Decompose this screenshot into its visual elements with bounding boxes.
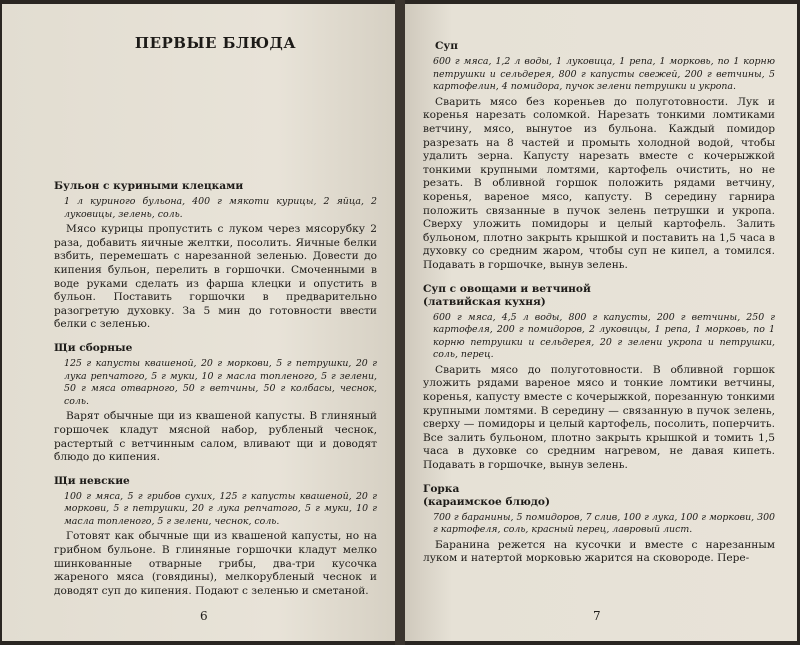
recipe-text: Мясо курицы пропустить с луком через мясорубку 2 раза, добавить яичные желтки, посолить. Яичные белки взбить, перемешать с нарезанной зеленью. Довести до кипения бульон, перелить в горшочки. Смоченными в воде руками сделать из фарша клецки и опустить в бульон. Поставить горшочки в предварительно разогретую духовку. За 5 мин до готовности ввести белки с зеленью. <box>54 223 377 331</box>
recipe-gorka <box>423 483 775 566</box>
recipe-ingredients: 1 л куриного бульона, 400 г мякоти курицы, 2 яйца, 2 луковицы, зелень, соль. <box>64 196 377 220</box>
recipe-shchi-nevskie <box>54 475 377 599</box>
recipe-text: Сварить мясо без кореньев до полуготовности. Лук и коренья нарезать соломкой. Нарезать тонкими ломтиками ветчину, мясо, вынутое из бульона. Каждый помидор разрезать на 8 частей и промыть холодной водой, чтобы удалить зерна. Капусту нарезать вместе с кочерыжкой тонкими крупными ломтями, картофель очистить, но не резать. В обливной горшок положить рядами ветчину, коренья, вареное мясо, капусту. В середину гарнира положить связанные в пучок зелень петрушки и укропа. Сверху уложить помидоры и целый картофель. Залить бульоном, плотно закрыть крышкой и поставить на 1,5 часа в духовку со средним жаром, чтобы суп не кипел, а томился. Подавать в горшочке, вынув зелень. <box>423 95 775 271</box>
recipe-subtitle: (караимское блюдо) <box>423 495 550 508</box>
recipe-text: Готовят как обычные щи из квашеной капусты, но на грибном бульоне. В глиняные горшочки кладут мелко шинкованные отварные грибы, два-три кусочка жареного мяса (говядины), мелкорубленый чеснок и доводят суп до кипения. Подают с зеленью и сметаной. <box>54 530 377 597</box>
recipe-text: Варят обычные щи из квашеной капусты. В глиняный горшочек кладут мясной набор, рубленый чеснок, растертый с ветчинным салом, вливают щи и доводят блюдо до кипения. <box>54 410 377 464</box>
recipe-ingredients: 600 г мяса, 1,2 л воды, 1 луковица, 1 репа, 1 морковь, по 1 корню петрушки и сельдерея, 800 г капусты свежей, 200 г ветчины, 5 картофелин, 4 помидора, пучок зелени петрушки и укропа. <box>433 56 775 93</box>
left-page <box>2 4 395 641</box>
recipe-title: Бульон с куриными клецками <box>54 180 244 192</box>
recipe-text: Баранина режется на кусочки и вместе с нарезанным луком и натертой морковью жарится на сковороде. Пере- <box>423 538 775 565</box>
book-gutter <box>395 0 405 645</box>
recipe-ingredients: 100 г мяса, 5 г грибов сухих, 125 г капусты квашеной, 20 г моркови, 5 г петрушки, 20 г лука репчатого, 5 г муки, 10 г масла топленого, 5 г зелени, чеснок, соль. <box>64 490 377 527</box>
recipe-ingredients: 700 г баранины, 5 помидоров, 7 слив, 100 г лука, 100 г моркови, 300 г картофеля, соль, красный перец, лавровый лист. <box>433 511 775 536</box>
page-number: 6 <box>200 609 208 623</box>
recipe-shchi-sbornye <box>54 342 377 465</box>
recipe-title: Горка <box>423 482 460 495</box>
recipe-soup <box>423 40 775 273</box>
recipe-title: Суп с овощами и ветчиной <box>423 282 591 295</box>
recipe-ingredients: 125 г капусты квашеной, 20 г моркови, 5 г петрушки, 20 г лука репчатого, 5 г муки, 10 г масла топленого, 5 г зелени, 50 г мяса отварного, 50 г ветчины, 50 г колбасы, чеснок, соль. <box>64 357 377 407</box>
recipe-subtitle: (латвийская кухня) <box>423 295 546 308</box>
recipe-ingredients: 600 г мяса, 4,5 л воды, 800 г капусты, 200 г ветчины, 250 г картофеля, 200 г помидоров, 2 луковицы, 1 репа, 1 морковь, по 1 корню петрушки и сельдерея, 20 г зелени укропа и петрушки, соль, перец. <box>433 311 775 361</box>
recipe-soup-vegetables-ham <box>423 283 775 473</box>
right-page <box>405 4 797 641</box>
page-number: 7 <box>593 609 601 623</box>
chapter-title: ПЕРВЫЕ БЛЮДА <box>134 34 297 52</box>
recipe-text: Сварить мясо до полуготовности. В обливной горшок уложить рядами вареное мясо и тонкие ломтики ветчины, коренья, капусту вместе с кочерыжкой, порезанную тонкими крупными ломтями. В середину — связанную в пучок зелень, сверху — помидоры и целый картофель, посолить, поперчить. Все залить бульоном, плотно закрыть крышкой и томить 1,5 часа в духовке со средним нагревом, не давая кипеть. Подавать в горшочке, вынув зелень. <box>423 363 775 472</box>
recipe-title: Щи сборные <box>54 341 133 354</box>
recipe-title: Суп <box>435 40 458 52</box>
recipe-title: Щи невские <box>54 474 130 487</box>
recipe-bouillon <box>54 180 377 332</box>
